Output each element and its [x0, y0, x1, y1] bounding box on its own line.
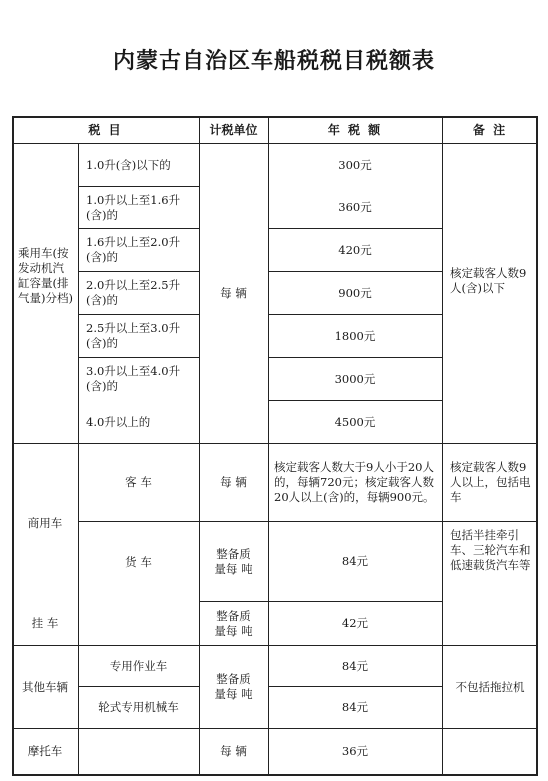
passenger-range: 1.0升以上至1.6升(含)的 — [86, 192, 181, 222]
other-note: 不包括拖拉机 — [455, 679, 525, 694]
table-border-bottom — [12, 774, 538, 776]
trailer-amount: 42元 — [341, 616, 369, 630]
passenger-amount: 360元 — [338, 200, 372, 214]
passenger-range: 2.0升以上至2.5升(含)的 — [86, 278, 181, 307]
trailer-unit: 整备质量每 吨 — [214, 608, 253, 638]
truck-amount: 84元 — [341, 554, 369, 568]
passenger-range: 4.0升以上的 — [86, 414, 151, 429]
truck-name: 货 车 — [125, 554, 152, 569]
motorcycle-label: 摩托车 — [27, 744, 63, 758]
other-amount: 84元 — [341, 658, 369, 673]
tax-table — [12, 116, 538, 776]
passenger-amount: 4500元 — [334, 414, 376, 429]
other-amount: 84元 — [341, 700, 369, 714]
truck-unit: 整备质量每 吨 — [214, 546, 253, 576]
bus-note: 核定载客人数9人以上，包括电车 — [450, 460, 531, 504]
passenger-label: 乘用车(按发动机汽缸容量(排气量)分档) — [18, 246, 73, 305]
motorcycle-unit: 每 辆 — [220, 744, 247, 758]
passenger-range: 2.5升以上至3.0升(含)的 — [86, 321, 181, 350]
passenger-amount: 3000元 — [334, 371, 376, 386]
passenger-unit: 每 辆 — [220, 286, 247, 300]
header-note: 备 注 — [472, 122, 508, 137]
passenger-note: 核定载客人数9人(含)以下 — [450, 266, 527, 295]
passenger-range: 1.6升以上至2.0升(含)的 — [86, 235, 181, 264]
commercial-label: 商用车 — [27, 515, 63, 530]
other-name: 轮式专用机械车 — [98, 700, 179, 714]
header-amount: 年 税 额 — [327, 122, 383, 137]
trailer-label: 挂 车 — [31, 616, 59, 630]
other-label: 其他车辆 — [22, 679, 68, 694]
page-title: 内蒙古自治区车船税税目税额表 — [112, 48, 435, 74]
motorcycle-amount: 36元 — [341, 744, 369, 758]
header-item: 税 目 — [88, 122, 123, 137]
bus-name: 客 车 — [125, 475, 152, 489]
passenger-amount: 1800元 — [334, 328, 376, 343]
passenger-range: 3.0升以上至4.0升(含)的 — [86, 364, 181, 393]
passenger-range: 1.0升(含)以下的 — [86, 157, 171, 172]
other-unit: 整备质量每 吨 — [214, 672, 253, 701]
passenger-amount: 300元 — [338, 157, 372, 172]
bus-unit: 每 辆 — [220, 475, 247, 489]
header-unit: 计税单位 — [209, 122, 258, 137]
passenger-amount: 420元 — [338, 242, 372, 257]
bus-amount: 核定载客人数大于9人小于20人的，每辆720元；核定载客人数20人以上(含)的，每辆900元。 — [274, 460, 435, 504]
passenger-amount: 900元 — [338, 285, 372, 300]
other-name: 专用作业车 — [109, 658, 168, 673]
truck-note: 包括半挂牵引车、三轮汽车和低速载货汽车等 — [450, 528, 531, 572]
